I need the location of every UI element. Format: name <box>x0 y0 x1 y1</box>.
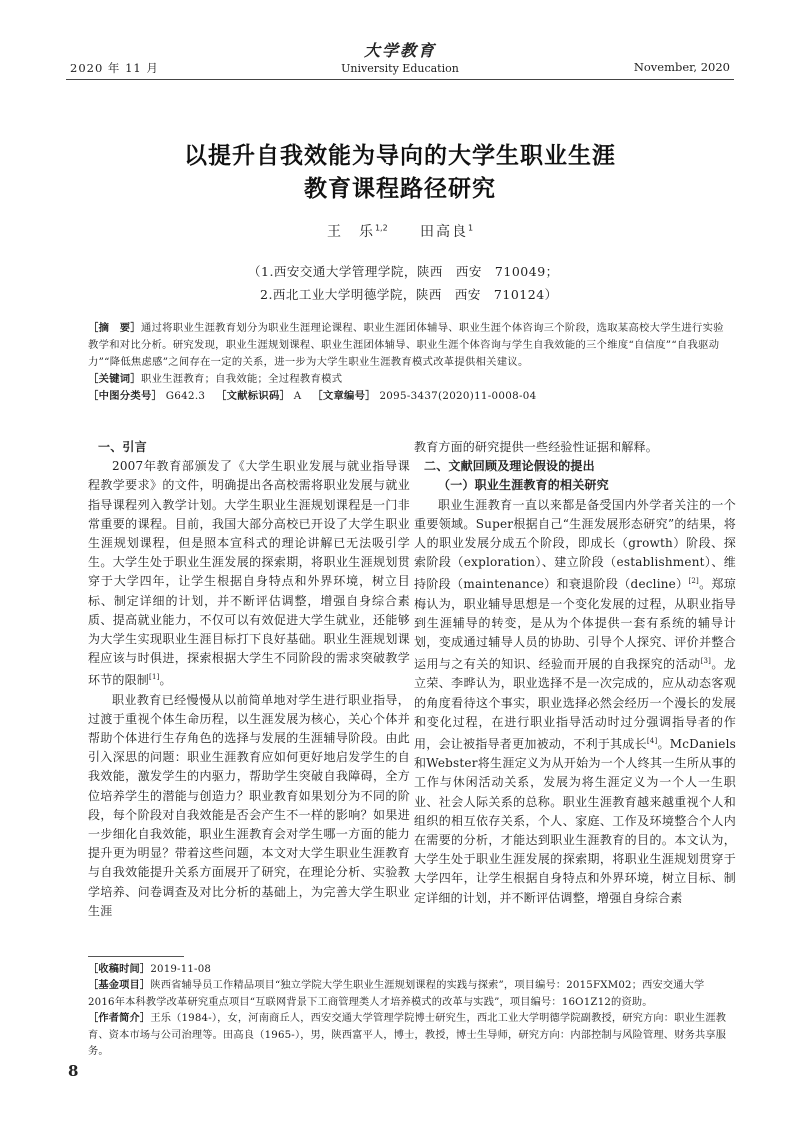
article-no-label: ［文章编号］ <box>312 390 376 402</box>
body-column-right <box>414 438 736 908</box>
authors <box>0 221 800 241</box>
author-bio <box>88 1011 728 1060</box>
author-2: 田高良 <box>419 224 468 240</box>
affiliations <box>248 260 559 306</box>
affiliation-1: （1.西安交通大学管理学院，陕西 西安 710049； <box>248 264 559 279</box>
citation-4: [4] <box>646 737 658 746</box>
header-rule <box>66 79 734 80</box>
funding-value: 陕西省辅导员工作精品项目“独立学院大学生职业生涯规划课程的实践与探索”，项目编号：2015FXM02；西安交通大学2016年本科教学改革研究重点项目“互联网背景下工商管理类人才培养模式的改革与实践”，项目编号：16O1Z12的资助。 <box>88 980 705 1008</box>
funding-label: ［基金项目］ <box>88 980 151 992</box>
citation-1: [1] <box>149 673 160 682</box>
received-value: 2019-11-08 <box>150 964 212 975</box>
keywords-text: 职业生涯教育；自我效能；全过程教育模式 <box>140 373 343 385</box>
keywords-label: ［关键词］ <box>88 373 141 385</box>
page-number: 8 <box>68 1062 79 1080</box>
title-line-1: 以提升自我效能为导向的大学生职业生涯 <box>184 143 616 169</box>
section-1-heading: 一、引言 <box>98 440 147 454</box>
footnote-rule <box>88 956 184 957</box>
paragraph-text-b: 。郑琼梅认为，职业辅导思想是一个变化发展的过程，从职业指导到生涯辅导的转变，是从为个体提供一套有系统的辅导计划，变成通过辅导人员的协助、引导个人探究、评价并整合运用与之有关的知识、经验而开展的自我探究的活动 <box>414 577 736 672</box>
section-2-heading: 二、文献回顾及理论假设的提出 <box>424 459 595 474</box>
footnotes <box>88 962 728 1060</box>
clc-value: G642.3 <box>165 390 206 402</box>
citation-2: [2] <box>688 577 699 586</box>
section-2-paragraph-1 <box>414 496 736 908</box>
clc-label: ［中图分类号］ <box>88 390 163 402</box>
header-journal-en: University Education <box>341 62 459 75</box>
classification <box>88 388 728 405</box>
paragraph-text-a: 职业生涯教育一直以来都是备受国内外学者关注的一个重要领域。Super根据自己“生涯发展形态研究”的结果，将人的职业发展分成五个阶段，即成长（growth）阶段、探索阶段（exploration）、建立阶段（establishment）、维持阶段（maintenance）和衰退阶段（decline） <box>414 497 736 592</box>
doc-code-label: ［文献标识码］ <box>216 390 291 402</box>
abstract-label: ［摘 要］ <box>88 322 141 334</box>
title-line-2: 教育课程路径研究 <box>304 176 496 202</box>
section-1-paragraph-2: 职业教育已经慢慢从以前简单地对学生进行职业指导，过渡于重视个体生命历程，以生涯发展为核心，关心个体并帮助个体进行生存角色的选择与发展的生涯辅导阶段。由此引入深思的问题：职业生涯教育应如何更好地启发学生的自我效能，激发学生的内驱力，帮助学生突破自我障碍，全方位培养学生的潜能与创造力？职业教育如果划分为不同的阶段，每个阶段对自我效能是否会产生不一样的影响？如果进一步细化自我效能，职业生涯教育会对学生哪一方面的能力提升更为明显？带着这些问题，本文对大学生职业生涯教育与自我效能提升关系方面展开了研究，在理论分析、实验教学培养、问卷调查及对比分析的基础上，为完善大学生职业生涯 <box>88 692 410 918</box>
citation-3: [3] <box>700 657 712 666</box>
received-date <box>88 962 728 978</box>
author-1: 王 乐 <box>326 224 375 240</box>
journal-logo: 大学教育 <box>363 41 436 60</box>
header-date-en: November, 2020 <box>633 60 730 74</box>
doc-code-value: A <box>293 390 302 402</box>
paragraph-end: 。 <box>159 673 172 688</box>
section-1-paragraph-2-continued: 教育方面的研究提供一些经验性证据和解释。 <box>414 440 659 454</box>
header-date-cn: 2020 年 11 月 <box>70 61 159 75</box>
paragraph-text-c: 。龙立荣、李晔认为，职业选择不是一次完成的，应从动态客观的角度看待这个事实，职业选择必然会经历一个漫长的发展和变化过程，在进行职业指导活动时过分强调指导者的作用，会让被指导者更加被动，不利于其成长 <box>414 657 736 752</box>
funding <box>88 978 728 1011</box>
abstract-block <box>88 320 728 405</box>
author-bio-label: ［作者简介］ <box>88 1013 151 1025</box>
paragraph-text-d: 。McDaniels和Webster将生涯定义为从开始为一个人终其一生所从事的工作与休闲活动关系，发展为将生涯定义为一个人一生职业、社会人际关系的总称。职业生涯教育越来越重视个人和组织的相互依存关系，个人、家庭、工作及环境整合个人内在需要的分析，才能达到职业生涯教育的目的。本文认为，大学生处于职业生涯发展的探索期，将职业生涯规划贯穿于大学四年，让学生根据自身特点和外界环境，树立目标、制定详细的计划，并不断评估调整，增强自身综合素 <box>414 737 736 905</box>
abstract-text: 通过将职业生涯教育划分为职业生涯理论课程、职业生涯团体辅导、职业生涯个体咨询三个阶段，选取某高校大学生进行实验教学和对比分析。研究发现，职业生涯规划课程、职业生涯团体辅导、职业生涯个体咨询与学生自我效能的三个维度“自信度”“自我驱动力”“降低焦虑感”之间存在一定的关系，进一步为大学生职业生涯教育模式改革提供相关建议。 <box>88 322 724 368</box>
article-title <box>60 140 740 206</box>
body-column-left <box>88 438 410 921</box>
author-bio-value: 王乐（1984-），女，河南商丘人，西安交通大学管理学院博士研究生，西北工业大学明德学院副教授，研究方向：职业生涯教育、资本市场与公司治理等。田高良（1965-），男，陕西富平人，博士，教授，博士生导师，研究方向：内部控制与风险管理、财务共享服务。 <box>88 1013 727 1058</box>
affiliation-2: 2.西北工业大学明德学院，陕西 西安 710124） <box>260 287 558 302</box>
section-2-subheading-1: （一）职业生涯教育的相关研究 <box>438 478 609 493</box>
author-1-affil: 1,2 <box>374 223 388 233</box>
paragraph-text: 2007年教育部颁发了《大学生职业发展与就业指导课程教学要求》的文件，明确提出各高校需将职业发展与就业指导课程列入教学计划。大学生职业生涯规划课程是一门非常重要的课程。目前，我国大部分高校已开设了大学生职业生涯规划课程，但是照本宣科式的理论讲解已无法吸引学生。大学生处于职业生涯发展的探索期，将职业生涯规划贯穿于大学四年，让学生根据自身特点和外界环境，树立目标、制定详细的计划，并不断评估调整，增强自身综合素质、提高就业能力，不仅可以有效促进大学生就业，还能够为大学生实现职业生涯目标打下良好基础。职业生涯规划课程应该与时俱进，探索根据大学生不同阶段的需求突破教学环节的限制 <box>88 459 410 688</box>
section-1-paragraph-1 <box>88 457 410 690</box>
received-label: ［收稿时间］ <box>88 964 151 975</box>
article-no-value: 2095-3437(2020)11-0008-04 <box>379 390 537 402</box>
keywords <box>88 371 728 388</box>
abstract <box>88 320 728 371</box>
author-2-affil: 1 <box>467 223 474 233</box>
